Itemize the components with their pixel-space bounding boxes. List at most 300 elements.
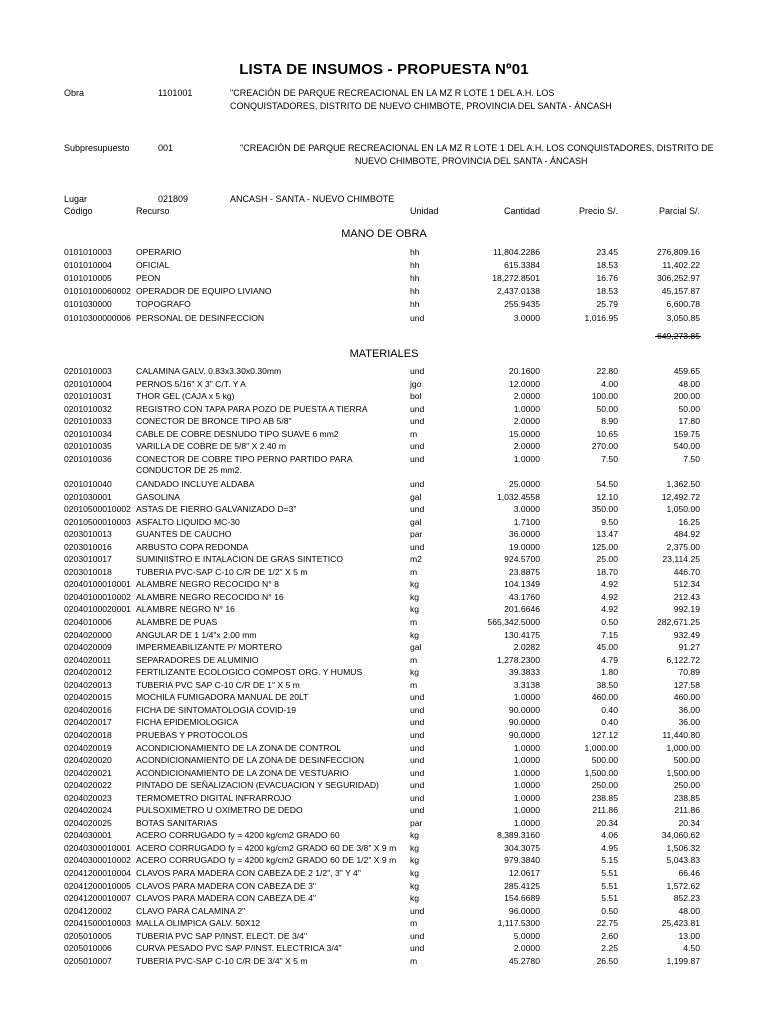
item-code: 0203010018 <box>64 566 112 577</box>
item-unit: m <box>410 654 418 665</box>
item-price: 23.45 <box>596 247 618 257</box>
item-partial: 6,122.72 <box>666 654 700 665</box>
item-price: 54.50 <box>596 478 618 489</box>
item-name: PULSOXIMETRO U OXIMETRO DE DEDO <box>136 805 303 816</box>
item-name: CLAVOS PARA MADERA CON CABEZA DE 2 1/2", 3" Y 4" <box>136 868 361 878</box>
item-quantity: 1.0000 <box>513 742 540 753</box>
item-price: 25.79 <box>596 299 618 310</box>
item-name: PRUEBAS Y PROTOCOLOS <box>136 729 248 740</box>
item-quantity: 1.0000 <box>513 692 540 703</box>
item-name: ALAMBRE NEGRO N° 16 <box>136 604 235 615</box>
lugar-desc: ANCASH - SANTA - NUEVO CHIMBOTE <box>230 194 395 204</box>
lugar-code: 021809 <box>158 194 189 204</box>
obra-desc-line2: CONQUISTADORES, DISTRITO DE NUEVO CHIMBOTE, PROVINCIA DEL SANTA - ÁNCASH <box>230 101 612 111</box>
item-price: 26.50 <box>596 955 618 966</box>
item-name: TUBERIA PVC-SAP C-10 C/R DE 1/2" X 5 m <box>136 566 308 577</box>
item-partial: 306,252.97 <box>656 273 700 284</box>
item-price: 38.50 <box>596 679 618 690</box>
item-code: 0201010031 <box>64 391 112 402</box>
item-code: 0204020011 <box>64 654 112 665</box>
item-code: 0204020024 <box>64 805 112 816</box>
item-unit: kg <box>410 855 420 866</box>
item-unit: hh <box>410 286 420 297</box>
item-price: 4.79 <box>601 654 618 665</box>
item-unit: m <box>410 428 418 439</box>
item-price: 20.34 <box>596 817 618 828</box>
table-row <box>0 491 768 504</box>
item-unit: kg <box>410 830 420 841</box>
item-name: BOTAS SANITARIAS <box>136 817 218 828</box>
item-code: 0201010004 <box>64 378 112 389</box>
item-code: 0201010033 <box>64 416 112 427</box>
item-name: ARBUSTO COPA REDONDA <box>136 541 249 552</box>
item-unit: par <box>410 817 423 828</box>
item-name: MALLA OLIMPICA GALV. 50X12 <box>136 918 261 929</box>
item-price: 1,500.00 <box>584 767 618 778</box>
item-price: 13.47 <box>596 529 618 540</box>
item-name: ACERO CORRUGADO fy = 4200 kg/cm2 GRADO 60 DE 3/8" X 9 m <box>136 842 397 853</box>
item-partial: 127.58 <box>673 679 700 690</box>
table-row <box>0 716 768 729</box>
item-unit: und <box>410 504 425 515</box>
item-price: 500.00 <box>591 755 618 766</box>
item-unit: kg <box>410 880 420 891</box>
item-code: 0201010040 <box>64 478 112 489</box>
item-unit: und <box>410 930 425 941</box>
item-name: ALAMBRE DE PUAS <box>136 617 218 627</box>
item-unit: und <box>410 478 425 489</box>
table-row <box>0 528 768 541</box>
item-partial: 25,423.81 <box>661 918 700 929</box>
subpresupuesto-label: Subpresupuesto <box>64 143 130 153</box>
item-unit: gal <box>410 516 422 527</box>
item-unit: hh <box>410 273 420 284</box>
item-name: ACONDICIONAMIENTO DE LA ZONA DE CONTROL <box>136 742 342 753</box>
item-name: CLAVOS PARA MADERA CON CABEZA DE 4" <box>136 893 316 904</box>
table-row <box>0 905 768 918</box>
table-row <box>0 817 768 830</box>
item-code: 0204020021 <box>64 767 112 778</box>
item-quantity: 979.3840 <box>504 855 540 866</box>
item-name: PINTADO DE SEÑALIZACION (EVACUACION Y SEGURIDAD) <box>136 780 379 791</box>
item-name: ACONDICIONAMIENTO DE LA ZONA DE DESINFECCION <box>136 755 365 766</box>
table-row <box>0 742 768 755</box>
item-partial: 159.75 <box>673 428 700 439</box>
item-code: 0204020023 <box>64 792 112 803</box>
item-partial: 13.00 <box>678 930 700 941</box>
item-code: 0204010006 <box>64 617 112 627</box>
item-unit: kg <box>410 579 420 590</box>
item-price: 0.40 <box>601 704 618 715</box>
item-quantity: 12.0000 <box>508 378 540 389</box>
table-row <box>0 792 768 805</box>
item-price: 8.90 <box>601 416 618 427</box>
item-code: 0205010007 <box>64 955 112 966</box>
item-quantity: 43.1760 <box>508 591 540 602</box>
item-name: VARILLA DE COBRE DE 5/8" X 2.40 m <box>136 441 286 452</box>
item-name: CANDADO INCLUYE ALDABA <box>136 478 255 489</box>
table-row <box>0 440 768 453</box>
item-code: 0204020009 <box>64 642 112 653</box>
item-quantity: 2.0000 <box>513 416 540 427</box>
table-row <box>0 516 768 529</box>
item-partial: 932.49 <box>673 629 700 640</box>
table-row <box>0 654 768 667</box>
item-name: PERNOS 5/16" X 3" C/T. Y A <box>136 378 246 389</box>
item-name: TUBERIA PVC SAP P/INST. ELECT. DE 3/4" <box>136 930 308 941</box>
item-partial: 460.00 <box>673 692 700 703</box>
item-quantity: 130.4175 <box>504 629 540 640</box>
item-unit: m <box>410 566 418 577</box>
item-price: 2.60 <box>601 930 618 941</box>
table-row <box>0 603 768 616</box>
item-partial: 459.65 <box>673 366 700 376</box>
item-quantity: 25.0000 <box>508 478 540 489</box>
item-partial: 446.70 <box>673 566 700 577</box>
subpresupuesto-code: 001 <box>158 143 174 153</box>
item-quantity: 5.0000 <box>513 930 540 941</box>
item-name: CONECTOR DE BRONCE TIPO AB 5/8" <box>136 416 292 427</box>
item-quantity: 1.0000 <box>513 805 540 816</box>
item-name: ALAMBRE NEGRO RECOCIDO N° 8 <box>136 579 279 590</box>
item-quantity: 285.4125 <box>504 880 540 891</box>
item-code: 02041200010005 <box>64 880 131 891</box>
item-partial: 276,809.16 <box>656 247 700 257</box>
item-code: 0204020022 <box>64 780 112 791</box>
item-partial: 484.92 <box>673 529 700 540</box>
item-partial: 992.19 <box>673 604 700 615</box>
item-name: CLAVO PARA CALAMINA 2" <box>136 905 246 916</box>
item-price: 5.51 <box>601 868 618 878</box>
item-name: ACERO CORRUGADO fy = 4200 kg/cm2 GRADO 60 <box>136 830 340 841</box>
item-code: 0204020013 <box>64 679 112 690</box>
item-price: 5.51 <box>601 880 618 891</box>
item-partial: 852.23 <box>673 893 700 904</box>
item-partial: 282,671.25 <box>656 617 700 627</box>
item-code: 0204020020 <box>64 755 112 766</box>
item-price: 18.53 <box>596 260 618 271</box>
item-code: 0203010016 <box>64 541 112 552</box>
item-quantity: 39.3833 <box>508 667 540 678</box>
item-code: 0101030000 <box>64 299 112 310</box>
item-quantity: 1.0000 <box>513 767 540 778</box>
item-quantity: 1,278.2300 <box>496 654 540 665</box>
table-row <box>0 312 768 325</box>
table-row <box>0 298 768 311</box>
item-price: 9.50 <box>601 516 618 527</box>
item-code: 02041200010007 <box>64 893 131 904</box>
item-quantity: 1.0000 <box>513 792 540 803</box>
item-partial: 250.00 <box>673 780 700 791</box>
item-unit: und <box>410 905 425 916</box>
item-code: 0201010032 <box>64 403 112 414</box>
item-quantity: 15.0000 <box>508 428 540 439</box>
item-unit: und <box>410 805 425 816</box>
item-code: 0204120002 <box>64 905 112 916</box>
table-row <box>0 754 768 767</box>
item-partial: 5,043.83 <box>666 855 700 866</box>
table-row <box>0 541 768 554</box>
subpresupuesto-desc-line2: NUEVO CHIMBOTE, PROVINCIA DEL SANTA - ÁNCASH <box>355 156 588 166</box>
table-row <box>0 892 768 905</box>
item-quantity: 3.0000 <box>513 504 540 515</box>
item-partial: 66.46 <box>678 868 700 878</box>
table-row <box>0 566 768 579</box>
item-code: 0201010035 <box>64 441 112 452</box>
item-partial: 36.00 <box>678 717 700 728</box>
item-quantity: 20.1600 <box>508 366 540 376</box>
item-unit: und <box>410 792 425 803</box>
col-header-cantidad: Cantidad <box>503 206 540 216</box>
item-partial: 48.00 <box>678 905 700 916</box>
item-partial: 20.34 <box>678 817 700 828</box>
item-partial: 238.85 <box>673 792 700 803</box>
item-price: 18.70 <box>596 566 618 577</box>
item-price: 250.00 <box>591 780 618 791</box>
item-quantity: 8,389.3160 <box>496 830 540 841</box>
item-code: 0205010005 <box>64 930 112 941</box>
item-partial: 50.00 <box>678 403 700 414</box>
item-partial: 48.00 <box>678 378 700 389</box>
item-unit: m <box>410 918 418 929</box>
item-unit: kg <box>410 893 420 904</box>
item-name: TERMOMETRO DIGITAL INFRARROJO <box>136 792 292 803</box>
item-price: 10.65 <box>596 428 618 439</box>
subpresupuesto-desc-line1: "CREACIÓN DE PARQUE RECREACIONAL EN LA MZ R LOTE 1 DEL A.H. LOS CONQUISTADORES, DISTRITO DE <box>240 143 714 153</box>
table-row <box>0 503 768 516</box>
table-row <box>0 390 768 403</box>
table-row <box>0 641 768 654</box>
table-row <box>0 415 768 428</box>
item-code: 0204030001 <box>64 830 112 841</box>
table-row <box>0 829 768 842</box>
item-code: 02041200010004 <box>64 868 131 878</box>
item-code: 02010500010002 <box>64 504 131 515</box>
item-name: ASFALTO LIQUIDO MC-30 <box>136 516 240 527</box>
item-code: 0204020025 <box>64 817 112 828</box>
item-name: FERTILIZANTE ECOLOGICO COMPOST ORG. Y HUMUS <box>136 667 363 678</box>
item-price: 0.40 <box>601 717 618 728</box>
item-unit: hh <box>410 299 420 310</box>
item-price: 5.15 <box>601 855 618 866</box>
table-row <box>0 629 768 642</box>
item-quantity: 1.0000 <box>513 817 540 828</box>
item-code: 02040100020001 <box>64 604 131 615</box>
item-quantity: 2.0000 <box>513 943 540 954</box>
item-unit: hh <box>410 260 420 271</box>
item-price: 50.00 <box>596 403 618 414</box>
item-quantity: 615.3384 <box>504 260 540 271</box>
item-unit: kg <box>410 604 420 615</box>
item-price: 100.00 <box>591 391 618 402</box>
item-name: OPERARIO <box>136 247 182 257</box>
item-name: TUBERIA PVC SAP C-10 C/R DE 1" X 5 m <box>136 679 300 690</box>
item-name: IMPERMEABILIZANTE P/ MORTERO <box>136 642 282 653</box>
item-name: PERSONAL DE DESINFECCION <box>136 312 265 323</box>
item-code: 0201010034 <box>64 428 112 439</box>
item-quantity: 11,804.2286 <box>492 247 540 257</box>
item-quantity: 201.6646 <box>504 604 540 615</box>
item-code: 0204020017 <box>64 717 112 728</box>
section-title-materiales: MATERIALES <box>349 348 419 360</box>
item-quantity: 19.0000 <box>508 541 540 552</box>
item-name: TOPOGRAFO <box>136 299 191 310</box>
item-code: 0204020016 <box>64 704 112 715</box>
table-row <box>0 453 768 466</box>
item-code: 0101010003 <box>64 247 112 257</box>
item-price: 211.86 <box>592 805 618 816</box>
table-row <box>0 403 768 416</box>
item-unit: und <box>410 704 425 715</box>
table-row <box>0 729 768 742</box>
item-quantity: 45.2780 <box>508 955 540 966</box>
item-name: SEPARADORES DE ALUMINIO <box>136 654 259 665</box>
item-price: 127.12 <box>591 729 618 740</box>
item-price: 16.76 <box>596 273 618 284</box>
item-price: 4.06 <box>601 830 618 841</box>
item-price: 4.92 <box>601 591 618 602</box>
item-code: 0204020000 <box>64 629 112 640</box>
item-name: FICHA EPIDEMIOLOGICA <box>136 717 239 728</box>
item-unit: bol <box>410 391 422 402</box>
item-partial: 7.50 <box>683 453 700 464</box>
item-price: 238.85 <box>591 792 618 803</box>
item-code: 0204020019 <box>64 742 112 753</box>
table-row <box>0 246 768 259</box>
item-partial: 45,157.87 <box>661 286 700 297</box>
item-quantity: 104.1349 <box>504 579 540 590</box>
item-quantity: 565,342.5000 <box>487 617 540 627</box>
item-quantity: 1.0000 <box>513 453 540 464</box>
item-unit: und <box>410 403 425 414</box>
item-quantity: 1,032.4558 <box>496 491 540 502</box>
table-row <box>0 930 768 943</box>
item-name: SUMINIISTRO E INTALACION DE GRAS SINTETICO <box>136 554 344 565</box>
item-code: 01010300000006 <box>64 312 131 323</box>
item-name: MOCHILA FUMIGADORA MANUAL DE 20LT <box>136 692 309 703</box>
page-title: LISTA DE INSUMOS - PROPUESTA Nº01 <box>239 61 529 78</box>
item-price: 7.50 <box>601 453 618 464</box>
item-price: 7.15 <box>601 629 618 640</box>
item-price: 460.00 <box>591 692 618 703</box>
item-code: 02041500010003 <box>64 918 131 929</box>
item-partial: 512.34 <box>673 579 700 590</box>
item-price: 270.00 <box>591 441 618 452</box>
item-price: 25.00 <box>596 554 618 565</box>
item-partial: 36.00 <box>678 704 700 715</box>
item-quantity: 2,437.0138 <box>496 286 540 297</box>
item-unit: m2 <box>410 554 422 565</box>
item-partial: 34,060.62 <box>661 830 700 841</box>
item-unit: und <box>410 755 425 766</box>
item-code: 0205010006 <box>64 943 112 954</box>
item-name: ALAMBRE NEGRO RECOCIDO N° 16 <box>136 591 284 602</box>
item-partial: 212.43 <box>673 591 700 602</box>
item-name: FICHA DE SINTOMATOLOGIA COVID-19 <box>136 704 296 715</box>
item-unit: m <box>410 679 418 690</box>
item-quantity: 2.0000 <box>513 391 540 402</box>
item-price: 125.00 <box>591 541 618 552</box>
item-unit: und <box>410 780 425 791</box>
item-code: 02040100010001 <box>64 579 131 590</box>
item-unit: und <box>410 453 425 464</box>
item-quantity: 36.0000 <box>508 529 540 540</box>
item-code: 02040300010002 <box>64 855 131 866</box>
item-partial: 17.80 <box>678 416 700 427</box>
table-row <box>0 578 768 591</box>
item-partial: 3,050.85 <box>666 312 700 323</box>
item-partial: 4.50 <box>683 943 700 954</box>
item-unit: und <box>410 441 425 452</box>
item-code: 0204020018 <box>64 729 112 740</box>
item-price: 350.00 <box>591 504 618 515</box>
item-unit: m <box>410 955 418 966</box>
item-price: 1.80 <box>601 667 618 678</box>
item-name: CALAMINA GALV. 0.83x3.30x0.30mm <box>136 366 282 376</box>
item-name: ASTAS DE FIERRO GALVANIZADO D=3" <box>136 504 297 515</box>
item-price: 22.80 <box>596 366 618 376</box>
item-unit: und <box>410 767 425 778</box>
item-unit: kg <box>410 591 420 602</box>
item-unit: und <box>410 717 425 728</box>
item-code: 02040100010002 <box>64 591 131 602</box>
item-partial: 6,600.78 <box>666 299 700 310</box>
table-row <box>0 285 768 298</box>
item-quantity: 23.8875 <box>508 566 540 577</box>
item-price: 1,000.00 <box>584 742 618 753</box>
item-partial: 211.86 <box>674 805 700 816</box>
item-quantity: 18,272.8501 <box>492 273 540 284</box>
item-partial: 23,114.25 <box>662 554 700 565</box>
item-name: PEON <box>136 273 161 284</box>
item-unit: und <box>410 312 425 323</box>
table-row <box>0 767 768 780</box>
item-unit: kg <box>410 629 420 640</box>
item-name: OPERADOR DE EQUIPO LIVIANO <box>136 286 272 297</box>
item-quantity: 96.0000 <box>508 905 540 916</box>
obra-code: 1101001 <box>158 88 193 98</box>
item-price: 4.92 <box>601 604 618 615</box>
item-unit: m <box>410 617 418 627</box>
item-unit: gal <box>410 491 422 502</box>
item-unit: und <box>410 943 425 954</box>
table-row <box>0 428 768 441</box>
item-unit: und <box>410 366 425 376</box>
item-quantity: 3.0000 <box>513 312 540 323</box>
item-unit: und <box>410 742 425 753</box>
table-row <box>0 553 768 566</box>
item-name: CURVA PESADO PVC SAP P/INST. ELECTRICA 3/4" <box>136 943 342 954</box>
item-quantity: 924.5700 <box>504 554 540 565</box>
item-name: REGISTRO CON TAPA PARA POZO DE PUESTA A TIERRA <box>136 403 368 414</box>
col-header-unidad: Unidad <box>410 206 439 216</box>
item-unit: kg <box>410 868 420 878</box>
item-quantity: 12.0617 <box>508 868 540 878</box>
item-price: 4.00 <box>601 378 618 389</box>
obra-desc-line1: "CREACIÓN DE PARQUE RECREACIONAL EN LA MZ R LOTE 1 DEL A.H. LOS <box>230 88 555 98</box>
item-code: 0201010036 <box>64 453 112 464</box>
item-partial: 91.27 <box>678 642 700 653</box>
item-quantity: 1.0000 <box>513 780 540 791</box>
item-name: OFICIAL <box>136 260 170 271</box>
item-partial: 12,492.72 <box>661 491 700 502</box>
item-unit: jgo <box>410 378 422 389</box>
item-code: 01010100060002 <box>64 286 131 297</box>
item-code: 0101010005 <box>64 273 112 284</box>
item-partial: 70.89 <box>678 667 700 678</box>
item-price: 0.50 <box>601 617 618 627</box>
item-price: 1,016.95 <box>584 312 618 323</box>
